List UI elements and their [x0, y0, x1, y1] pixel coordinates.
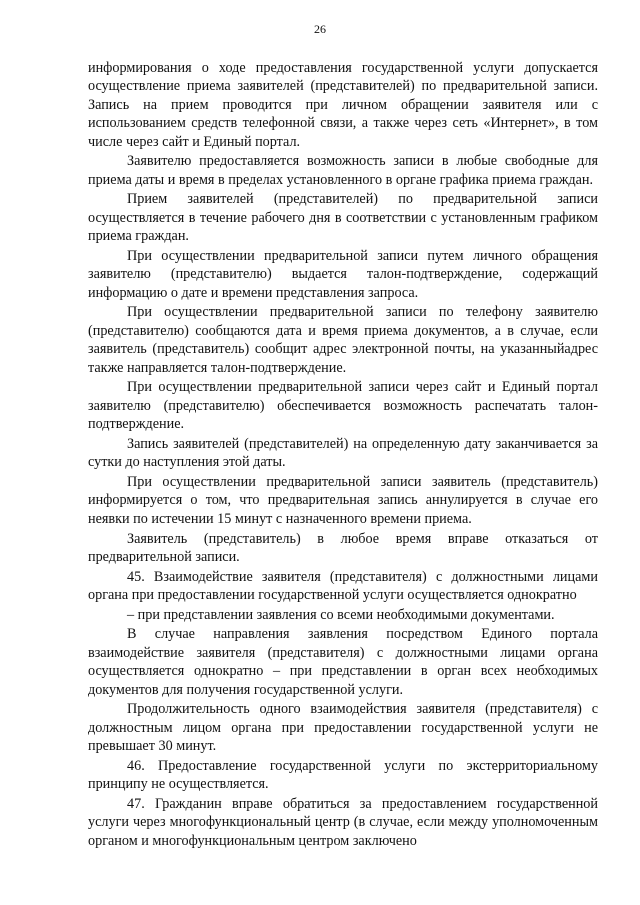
paragraph-clause-45: 45. Взаимодействие заявителя (представителя) с должностными лицами органа при предоставлении государственной услуги осуществляется однократно [88, 568, 598, 604]
paragraph-right-to-cancel: Заявитель (представитель) в любое время вправе отказаться от предварительной записи. [88, 530, 598, 565]
paragraph-online-booking: При осуществлении предварительной записи через сайт и Единый портал заявителю (представителю) обеспечивается возможность распечатать талон- подтверждение. [88, 379, 598, 433]
paragraph-clause-45-item: – при представлении заявления со всеми необходимыми документами. [127, 606, 555, 623]
document-body [88, 59, 598, 852]
paragraph-booking-deadline: Запись заявителей (представителей) на определенную дату заканчивается за сутки до наступления этой даты. [88, 435, 598, 471]
paragraph-in-person-booking: При осуществлении предварительной записи путем личного обращения заявителю (представителю) выдается талон-подтверждение, содержащий информацию о дате и времени представления запроса. [88, 247, 598, 301]
paragraph-reception-schedule: Прием заявителей (представителей) по предварительной записи осуществляется в течение рабочего дня в соответствии с установленным графиком приема граждан. [88, 191, 598, 245]
paragraph-continuation: информирования о ходе предоставления государственной услуги допускается осуществление приема заявителей (представителей) по предварительной записи. Запись на прием проводится при личном обращении заявителя или с использованием средств телефонной связи, а также через сеть «Интернет», в том числе через сайт и Единый портал. [88, 60, 598, 150]
paragraph-phone-booking: При осуществлении предварительной записи по телефону заявителю (представителю) сообщаются дата и время приема документов, а в случае, если заявитель (представитель) сообщит адрес электронной почты, на указанныйадрес также направляется талон-подтверждение. [88, 304, 598, 376]
paragraph-interaction-duration: Продолжительность одного взаимодействия заявителя (представителя) с должностным лицом органа при предоставлении государственной услуги не превышает 30 минут. [88, 701, 598, 755]
paragraph-no-show-cancellation: При осуществлении предварительной записи заявитель (представитель) информируется о том, что предварительная запись аннулируется в случае его неявки по истечении 15 минут с назначенного времени приема. [88, 474, 598, 527]
paragraph-booking-availability: Заявителю предоставляется возможность записи в любые свободные для приема даты и время в пределах установленного в органе графика приема граждан. [88, 153, 598, 188]
page-number: 26 [314, 22, 326, 36]
paragraph-clause-46: 46. Предоставление государственной услуги по экстерриториальному принципу не осуществляется. [88, 757, 598, 793]
paragraph-clause-47: 47. Гражданин вправе обратиться за предоставлением государственной услуги через многофункциональный центр (в случае, если между уполномоченным органом и многофункциональным центром заключено [88, 796, 598, 849]
paragraph-single-portal-interaction: В случае направления заявления посредством Единого портала взаимодействие заявителя (представителя) с должностными лицами органа осуществляется однократно – при представлении в орган всех необходимых документов для получения государственной услуги. [88, 626, 598, 698]
